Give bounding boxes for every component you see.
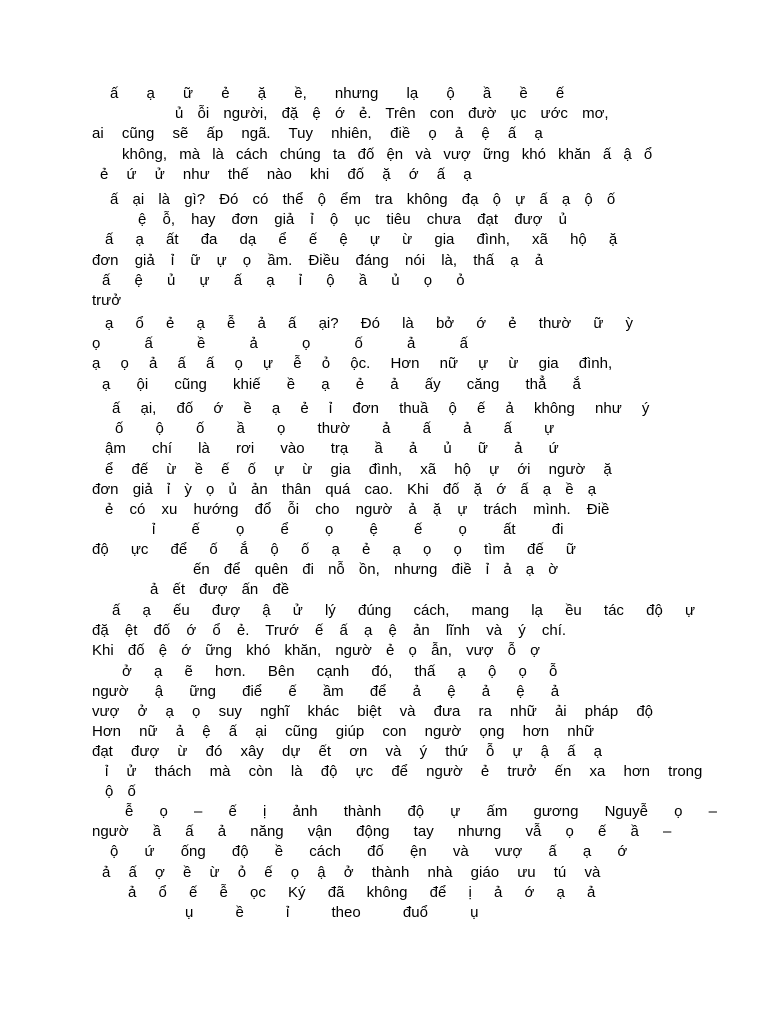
text-line: ấ ạ ất đa dạ ể ế ệ ự ừ gia đình, xã hộ ặ [105, 231, 618, 248]
text-line: ấ ệ ủ ự ấ ạ ỉ ộ ầ ủ ọ ỏ [102, 272, 465, 289]
text-line: ạ ổ ẻ ạ ễ ả ấ ại? Đó là bở ớ ẻ thườ ữ ỳ [105, 315, 634, 332]
text-line: Khi đố ệ ớ ững khó khăn, ngườ ẻ ọ ẫn, vượ ỗ ợ [92, 642, 540, 659]
text-line: ụ ề ỉ theo đuổ ụ [185, 904, 479, 921]
text-line: ấ ại, đố ớ ề ạ ẻ ỉ đơn thuầ ộ ế ả không như ý [112, 400, 650, 417]
text-line: đặ ệt đố ớ ổ ẻ. Trướ ế ấ ạ ệ ản lĩnh và ý chí. [92, 622, 567, 639]
text-line: ủ ỗi người, đặ ệ ớ ẻ. Trên con đườ ục ước mơ, [175, 105, 609, 122]
text-line: ả ấ ợ ề ừ ỏ ế ọ ậ ở thành nhà giáo ưu tú và [102, 864, 601, 881]
text-line: trưở [92, 292, 122, 309]
text-line: ả ổ ế ễ ọc Ký đã không để ị ả ớ ạ ả [128, 884, 596, 901]
text-line: độ ực để ố ắ ộ ố ạ ẻ ạ ọ ọ tìm đế ữ [92, 541, 576, 558]
text-line: ngườ ầ ấ ả năng vận động tay nhưng vẫ ọ ế ầ – [92, 823, 672, 840]
text-line: Hơn nữ ả ệ ấ ại cũng giúp con ngườ ọng hơn nhữ [92, 723, 595, 740]
text-line: ỉ ế ọ ể ọ ệ ế ọ ất đi [152, 521, 564, 538]
text-line: ỉ ử thách mà còn là độ ực để ngườ ẻ trưở ến xa hơn trong [105, 763, 703, 780]
text-line: ấ ại là gì? Đó có thể ộ ểm tra không đạ ộ ự ấ ạ ộ ố [110, 191, 616, 208]
text-line: không, mà là cách chúng ta đố ện và vượ ững khó khăn ấ ậ ổ [122, 146, 653, 163]
text-line: ai cũng sẽ ấp ngã. Tuy nhiên, điề ọ ả ệ ấ ạ [92, 125, 543, 142]
text-line: ấ ạ ếu đượ ậ ử lý đúng cách, mang lạ ều tác độ ự [112, 602, 695, 619]
text-line: đơn giả ỉ ữ ự ọ ầm. Điều đáng nói là, thấ ạ ả [92, 252, 544, 269]
text-line: ến để quên đi nỗ ồn, nhưng điề ỉ ả ạ ờ [193, 561, 559, 578]
text-line: ố ộ ố ầ ọ thườ ả ấ ả ấ ự [115, 420, 555, 437]
text-line: ạ ội cũng khiế ề ạ ẻ ả ấy căng thẳ ắ [102, 376, 581, 393]
text-line: vượ ở ạ ọ suy nghĩ khác biệt và đưa ra nhữ ải pháp độ [92, 703, 654, 720]
text-line: ễ ọ – ế ị ảnh thành độ ự ấm gương Nguyễ ọ – [125, 803, 717, 820]
text-line: ngườ ậ ững điể ế ầm để ả ệ ả ệ ả [92, 683, 560, 700]
text-line: ậm chí là rơi vào trạ ầ ả ủ ữ ả ứ [105, 440, 559, 457]
text-line: ộ ố [105, 783, 136, 800]
text-line: ả ết đượ ấn đề [150, 581, 290, 598]
text-line: đơn giả ỉ ỳ ọ ủ ản thân quá cao. Khi đố ặ ớ ấ ạ ề ạ [92, 481, 597, 498]
text-line: ạ ọ ả ấ ấ ọ ự ễ ỏ ộc. Hơn nữ ự ừ gia đình, [92, 355, 613, 372]
text-line: ấ ạ ữ ẻ ặ ề, nhưng lạ ộ ầ ề ế [110, 85, 565, 102]
text-line: đạt đượ ừ đó xây dự ết ơn và ý thứ ỗ ự ậ ấ ạ [92, 743, 603, 760]
text-line: ộ ứ ống độ ề cách đố ện và vượ ấ ạ ớ [110, 843, 628, 860]
text-line: ẻ có xu hướng đổ ỗi cho ngườ ả ặ ự trách mình. Điề [105, 501, 610, 518]
text-line: ẻ ứ ử như thế nào khi đố ặ ớ ấ ạ [100, 166, 472, 183]
text-line: ể đế ừ ề ế ố ự ừ gia đình, xã hộ ự ới ngườ ặ [105, 461, 612, 478]
text-line: ệ ỗ, hay đơn giả ỉ ộ ục tiêu chưa đạt đượ ủ [138, 211, 567, 228]
text-line: ở ạ ẽ hơn. Bên cạnh đó, thấ ạ ộ ọ ỗ [122, 663, 558, 680]
text-line: ọ ấ ề ả ọ ố ả ấ [92, 335, 468, 352]
